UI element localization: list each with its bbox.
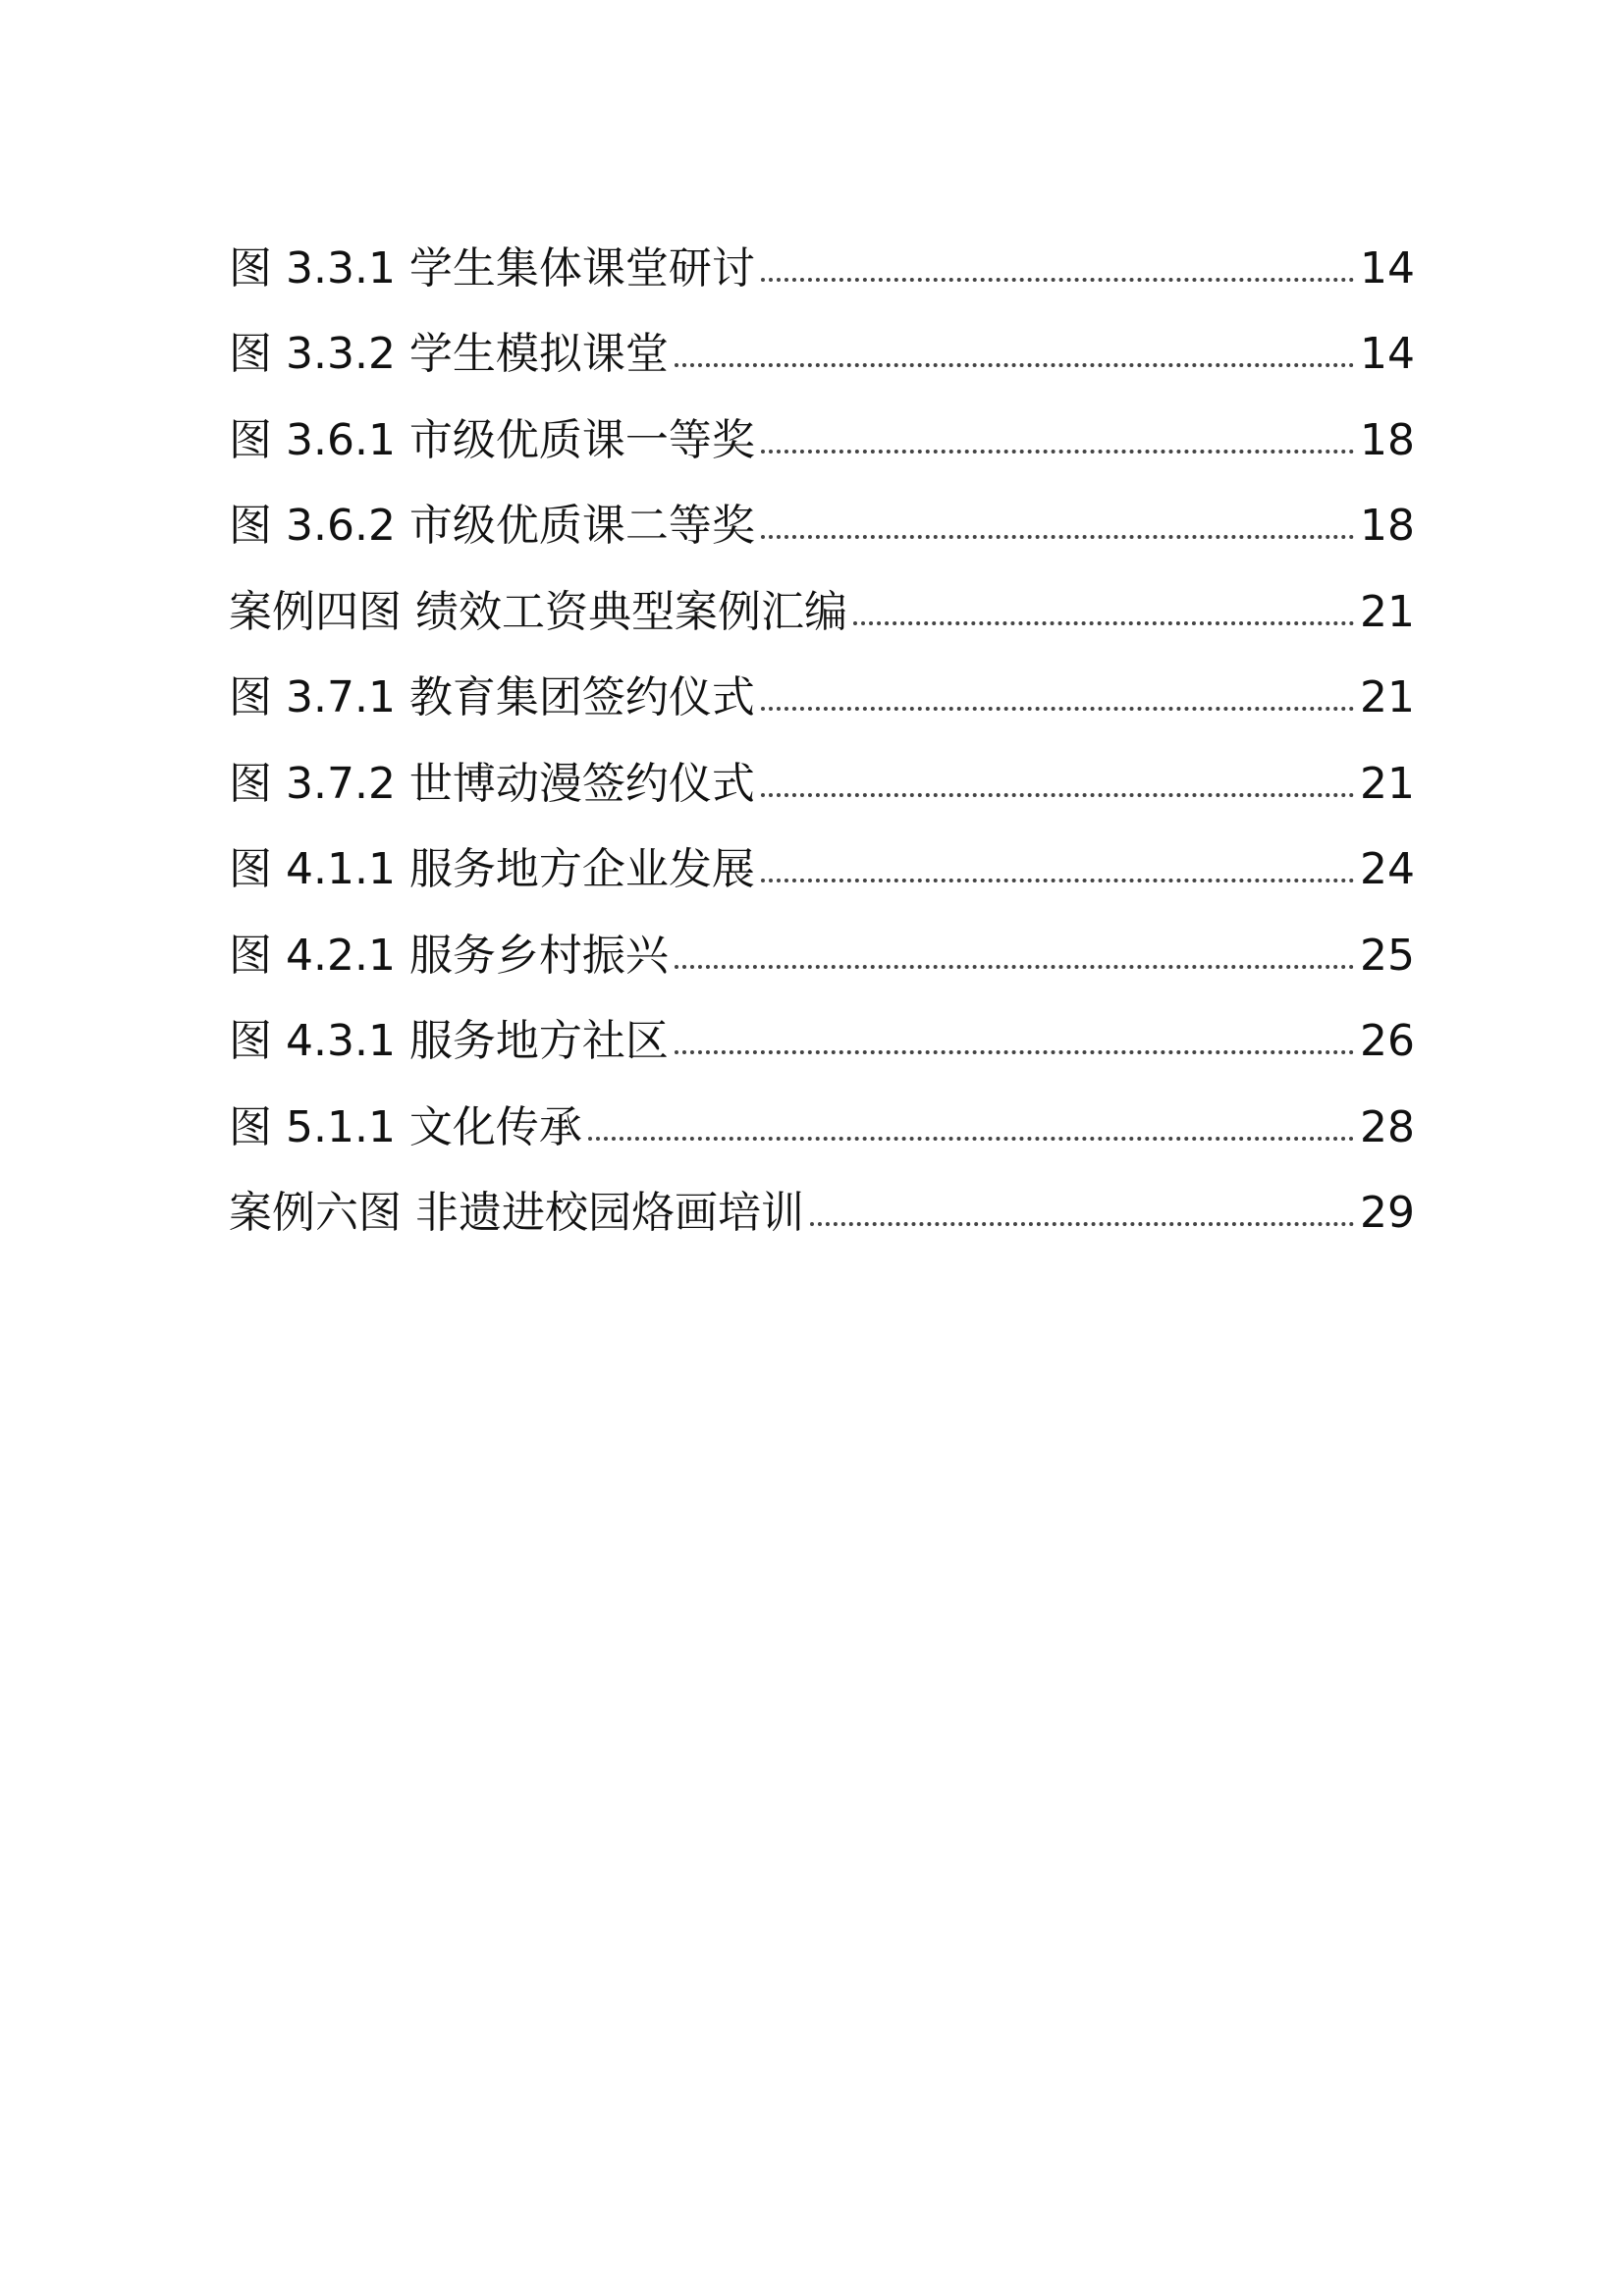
- toc-entry[interactable]: [229, 226, 1415, 312]
- toc-entry-label: 图 4.1.1 服务地方企业发展: [229, 844, 755, 895]
- toc-entry-page: 25: [1360, 930, 1415, 981]
- toc-entry-page: 18: [1360, 414, 1415, 465]
- toc-entry[interactable]: [229, 656, 1415, 742]
- dot-leader: [761, 450, 1354, 454]
- dot-leader: [675, 1050, 1354, 1054]
- toc-entry-page: 14: [1360, 242, 1415, 294]
- toc-entry-label: 图 4.3.1 服务地方社区: [229, 1016, 669, 1067]
- dot-leader: [761, 278, 1354, 282]
- toc-entry[interactable]: [229, 741, 1415, 828]
- toc-entry-label: 案例六图 非遗进校园烙画培训: [229, 1188, 804, 1239]
- toc-entry[interactable]: [229, 484, 1415, 570]
- toc-entry-page: 28: [1360, 1101, 1415, 1152]
- dot-leader: [761, 793, 1354, 797]
- toc-entry[interactable]: [229, 1085, 1415, 1171]
- toc-entry-label: 图 3.6.1 市级优质课一等奖: [229, 414, 755, 465]
- toc-entry[interactable]: [229, 999, 1415, 1086]
- dot-leader: [675, 363, 1354, 367]
- toc-entry[interactable]: [229, 828, 1415, 914]
- dot-leader: [761, 879, 1354, 882]
- toc-entry[interactable]: [229, 569, 1415, 656]
- figure-toc-list: [229, 226, 1415, 1256]
- toc-entry-page: 21: [1360, 586, 1415, 637]
- toc-entry[interactable]: [229, 1171, 1415, 1257]
- dot-leader: [853, 621, 1354, 625]
- dot-leader: [675, 965, 1354, 969]
- dot-leader: [761, 707, 1354, 711]
- toc-entry-label: 图 4.2.1 服务乡村振兴: [229, 930, 669, 981]
- toc-entry-label: 图 3.3.2 学生模拟课堂: [229, 329, 669, 380]
- toc-entry-page: 18: [1360, 501, 1415, 552]
- toc-entry-label: 案例四图 绩效工资典型案例汇编: [229, 586, 847, 637]
- toc-entry-page: 24: [1360, 844, 1415, 895]
- toc-entry-page: 21: [1360, 758, 1415, 809]
- toc-entry-label: 图 3.3.1 学生集体课堂研讨: [229, 242, 755, 294]
- toc-entry[interactable]: [229, 398, 1415, 484]
- dot-leader: [761, 535, 1354, 539]
- toc-entry-label: 图 5.1.1 文化传承: [229, 1101, 582, 1152]
- toc-entry-page: 29: [1360, 1188, 1415, 1239]
- toc-entry-page: 21: [1360, 672, 1415, 723]
- dot-leader: [588, 1137, 1354, 1141]
- toc-entry[interactable]: [229, 312, 1415, 399]
- toc-entry[interactable]: [229, 913, 1415, 999]
- toc-entry-label: 图 3.7.1 教育集团签约仪式: [229, 672, 755, 723]
- dot-leader: [810, 1222, 1354, 1226]
- toc-entry-label: 图 3.6.2 市级优质课二等奖: [229, 501, 755, 552]
- toc-entry-page: 14: [1360, 329, 1415, 380]
- toc-entry-page: 26: [1360, 1016, 1415, 1067]
- toc-entry-label: 图 3.7.2 世博动漫签约仪式: [229, 758, 755, 809]
